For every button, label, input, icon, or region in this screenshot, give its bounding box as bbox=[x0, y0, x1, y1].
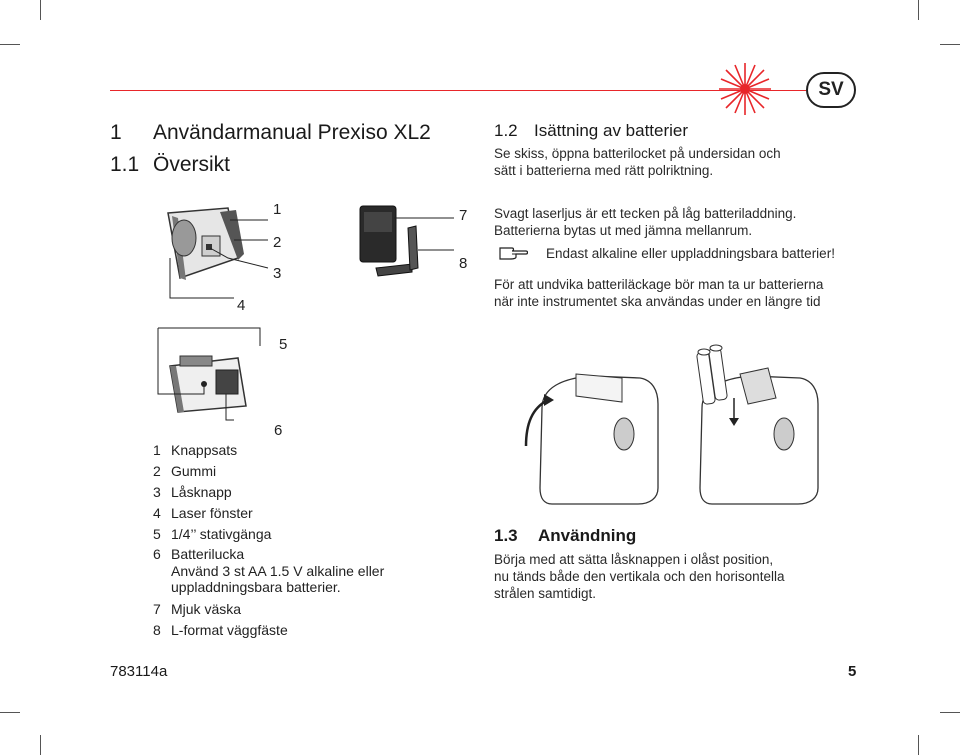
callout-number: 6 bbox=[274, 422, 283, 439]
crop-mark bbox=[0, 44, 20, 45]
paragraph-line: Batterierna bytas ut med jämna mellanrum. bbox=[494, 223, 753, 238]
list-item: uppladdningsbara batterier. bbox=[171, 579, 341, 595]
list-item: 8 L-format väggfäste bbox=[153, 622, 288, 638]
header-rule bbox=[110, 90, 806, 91]
paragraph-line: Börja med att sätta låsknappen i olåst position, bbox=[494, 552, 774, 567]
crop-mark bbox=[0, 712, 20, 713]
section-number: 1.1 bbox=[110, 153, 140, 176]
callout-number: 5 bbox=[279, 336, 288, 353]
paragraph-line: sätt i batterierna med rätt polriktning. bbox=[494, 163, 714, 178]
list-item: 1 Knappsats bbox=[153, 442, 238, 458]
page-number: 5 bbox=[848, 663, 857, 680]
section-title-overview: Översikt bbox=[153, 153, 231, 176]
crop-mark bbox=[940, 712, 960, 713]
paragraph-line: För att undvika batteriläckage bör man ta ur batterierna bbox=[494, 277, 824, 292]
section-number: 1.3 bbox=[494, 526, 518, 545]
crop-mark bbox=[918, 0, 919, 20]
crop-mark bbox=[40, 0, 41, 20]
list-item: 6 Batterilucka bbox=[153, 546, 245, 562]
battery-insertion-illustration bbox=[512, 338, 842, 510]
list-item: Använd 3 st AA 1.5 V alkaline eller bbox=[171, 563, 385, 579]
paragraph-line: strålen samtidigt. bbox=[494, 586, 597, 601]
paragraph-line: nu tänds både den vertikala och den horisontella bbox=[494, 569, 785, 584]
pointing-hand-icon bbox=[498, 243, 528, 261]
section-number: 1.2 bbox=[494, 121, 518, 140]
note-text: Endast alkaline eller uppladdningsbara batterier! bbox=[546, 246, 835, 261]
laser-starburst-icon bbox=[716, 61, 774, 117]
callout-number: 8 bbox=[459, 255, 468, 272]
crop-mark bbox=[40, 735, 41, 755]
callout-number: 3 bbox=[273, 265, 282, 282]
callout-number: 1 bbox=[273, 201, 282, 218]
section-title-usage: Användning bbox=[538, 526, 637, 545]
list-item: 3 Låsknapp bbox=[153, 484, 232, 500]
callout-number: 2 bbox=[273, 234, 282, 251]
device-front-illustration bbox=[150, 198, 490, 428]
parts-legend bbox=[153, 440, 453, 641]
list-item: 7 Mjuk väska bbox=[153, 601, 242, 617]
list-item: 5 1/4’’ stativgänga bbox=[153, 526, 272, 542]
paragraph-line: Svagt laserljus är ett tecken på låg batteriladdning. bbox=[494, 206, 797, 221]
paragraph-line: när inte instrumentet ska användas under en längre tid bbox=[494, 294, 821, 309]
page-title: Användarmanual Prexiso XL2 bbox=[153, 121, 431, 144]
crop-mark bbox=[940, 44, 960, 45]
section-title-batteries: Isättning av batterier bbox=[534, 121, 689, 140]
crop-mark bbox=[918, 735, 919, 755]
language-badge: SV bbox=[806, 72, 856, 108]
list-item: 2 Gummi bbox=[153, 463, 217, 479]
list-item: 4 Laser fönster bbox=[153, 505, 253, 521]
chapter-number: 1 bbox=[110, 121, 122, 144]
callout-number: 4 bbox=[237, 297, 246, 314]
callout-number: 7 bbox=[459, 207, 468, 224]
paragraph-line: Se skiss, öppna batterilocket på undersidan och bbox=[494, 146, 781, 161]
document-id: 783114a bbox=[110, 663, 168, 680]
